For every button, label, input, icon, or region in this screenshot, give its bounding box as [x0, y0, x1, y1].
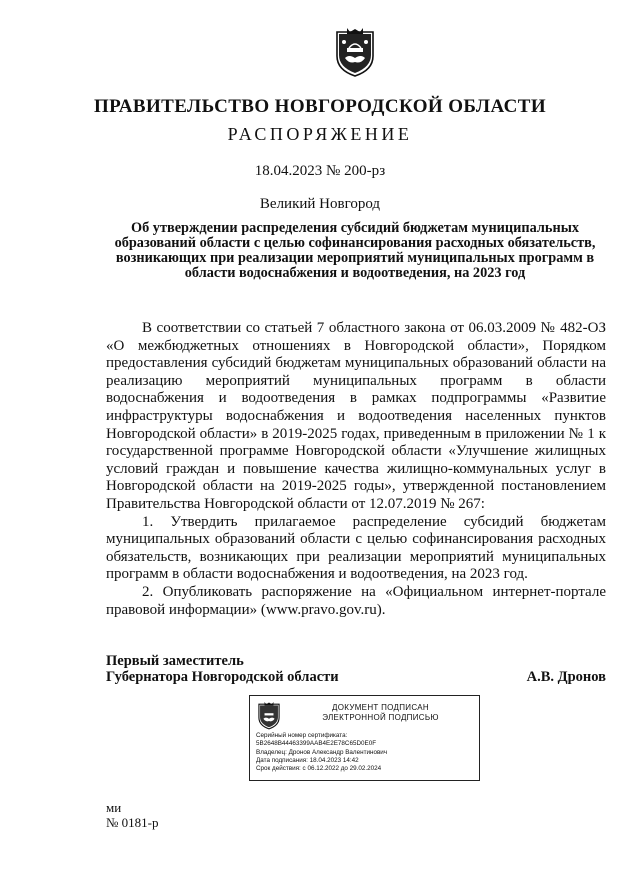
stamp-owner: Владелец: Дронов Александр Валентинович	[256, 748, 388, 756]
stamp-details	[256, 732, 475, 773]
position-line-2: Губернатора Новгородской области	[106, 669, 339, 685]
stamp-title-line-2: ЭЛЕКТРОННОЙ ПОДПИСЬЮ	[322, 713, 439, 722]
stamp-serial-label: Серийный номер сертификата:	[256, 732, 348, 739]
document-city: Великий Новгород	[259, 196, 381, 212]
stamp-title-line-1: ДОКУМЕНТ ПОДПИСАН	[332, 703, 429, 712]
stamp-validity: Срок действия: с 06.12.2022 до 29.02.2024	[256, 765, 382, 773]
stamp-serial: 5B2648B44463399AAB4E2E78C65D0E0F	[256, 740, 377, 748]
document-type: РАСПОРЯЖЕНИЕ	[227, 124, 413, 144]
preamble-paragraph: В соответствии со статьей 7 областного закона от 06.03.2009 № 482-ОЗ «О межбюджетных отношениях в Новгородской области», Порядком предоставления субсидий бюджетам муниципальных образований области на реализацию мероприятий муниципальных программ в области водоснабжения и водоотведения в рамках подпрограммы «Развитие инфраструктуры водоснабжения и водоотведения населенных пунктов Новгородской области» в 2019-2025 годах, приведенным в приложении № 1 к государственной программе Новгородской области «Улучшение жилищных условий граждан и повышение качества жилищно-коммунальных услуг в Новгородской области на 2019-2025 годы», утвержденной постановлением Правительства Новгородской области от 12.07.2019 № 267:	[106, 320, 606, 512]
government-title: ПРАВИТЕЛЬСТВО НОВГОРОДСКОЙ ОБЛАСТИ	[94, 96, 546, 117]
document-date-number: 18.04.2023 № 200-рз	[254, 163, 386, 179]
coat-of-arms-icon	[333, 28, 377, 78]
item-1-paragraph: 1. Утвердить прилагаемое распределение субсидий бюджетам муниципальных образований области с целью софинансирования расходных обязательств, возникающих при реализации мероприятий муниципальных программ в области водоснабжения и водоотведения, на 2023 год.	[106, 513, 606, 583]
signatory-position	[106, 653, 339, 685]
document-body	[106, 320, 606, 619]
electronic-signature-stamp	[249, 695, 480, 781]
item-2-paragraph: 2. Опубликовать распоряжение на «Официальном интернет-портале правовой информации» (www.pravo.gov.ru).	[106, 583, 606, 618]
registration-number: № 0181-р	[106, 815, 159, 830]
stamp-coat-of-arms-icon	[256, 702, 282, 730]
document-subject: Об утверждении распределения субсидий бюджетам муниципальных образований области с целью софинансирования расходных обязательств, возникающих при реализации мероприятий муниципальных программ в области водоснабжения и водоотведения, на 2023 год	[114, 220, 596, 281]
registration-block	[106, 800, 158, 830]
stamp-title	[286, 703, 475, 723]
stamp-signed-date: Дата подписания: 18.04.2023 14:42	[256, 756, 359, 764]
signatory-name: А.В. Дронов	[526, 669, 606, 685]
executor-initials: ми	[106, 800, 122, 815]
position-line-1: Первый заместитель	[106, 653, 244, 669]
